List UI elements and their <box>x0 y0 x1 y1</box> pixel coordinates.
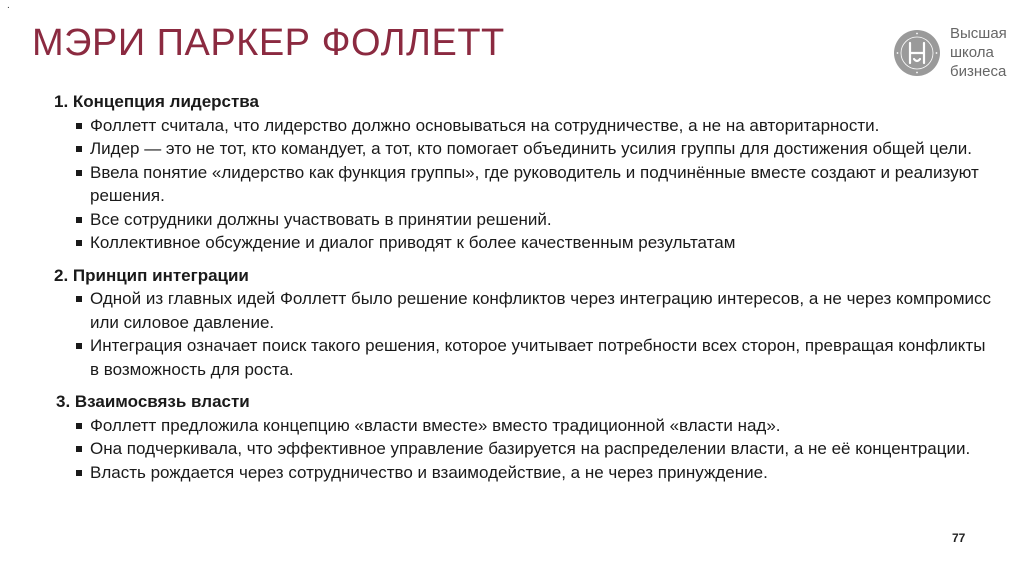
logo-line-2: школа <box>950 44 994 61</box>
bullet-item: Власть рождается через сотрудничество и взаимодействие, а не через принуждение. <box>76 461 994 485</box>
section-integration <box>54 264 994 382</box>
bullet-item: Коллективное обсуждение и диалог приводят к более качественным результатам <box>76 231 994 255</box>
hse-seal-icon <box>893 29 941 77</box>
section-heading: 1. Концепция лидерства <box>54 92 259 111</box>
logo-text <box>950 24 1007 81</box>
bullet-list <box>54 287 994 381</box>
logo-line-1: Высшая <box>950 25 1007 42</box>
slide-title: МЭРИ ПАРКЕР ФОЛЛЕТТ <box>32 22 505 64</box>
corner-mark: . <box>7 0 10 11</box>
bullet-item: Одной из главных идей Фоллетт было решение конфликтов через интеграцию интересов, а не через компромисс или силовое давление. <box>76 287 994 334</box>
page-number: 77 <box>952 531 966 545</box>
bullet-list <box>54 414 994 485</box>
bullet-item: Все сотрудники должны участвовать в принятии решений. <box>76 208 994 232</box>
bullet-item: Ввела понятие «лидерство как функция группы», где руководитель и подчинённые вместе создают и реализуют решения. <box>76 161 994 208</box>
section-heading: 3. Взаимосвязь власти <box>56 392 250 411</box>
slide-content <box>54 90 994 484</box>
logo-line-3: бизнеса <box>950 63 1007 80</box>
bullet-item: Она подчеркивала, что эффективное управление базируется на распределении власти, а не её концентрации. <box>76 437 994 461</box>
bullet-item: Фоллетт считала, что лидерство должно основываться на сотрудничестве, а не на авторитарности. <box>76 114 994 138</box>
section-power <box>54 390 994 484</box>
logo <box>893 24 1007 81</box>
bullet-item: Интеграция означает поиск такого решения, которое учитывает потребности всех сторон, превращая конфликты в возможность для роста. <box>76 334 994 381</box>
bullet-item: Фоллетт предложила концепцию «власти вместе» вместо традиционной «власти над». <box>76 414 994 438</box>
bullet-list <box>54 114 994 255</box>
section-leadership <box>54 90 994 255</box>
bullet-item: Лидер — это не тот, кто командует, а тот, кто помогает объединить усилия группы для достижения общей цели. <box>76 137 994 161</box>
section-heading: 2. Принцип интеграции <box>54 265 249 285</box>
